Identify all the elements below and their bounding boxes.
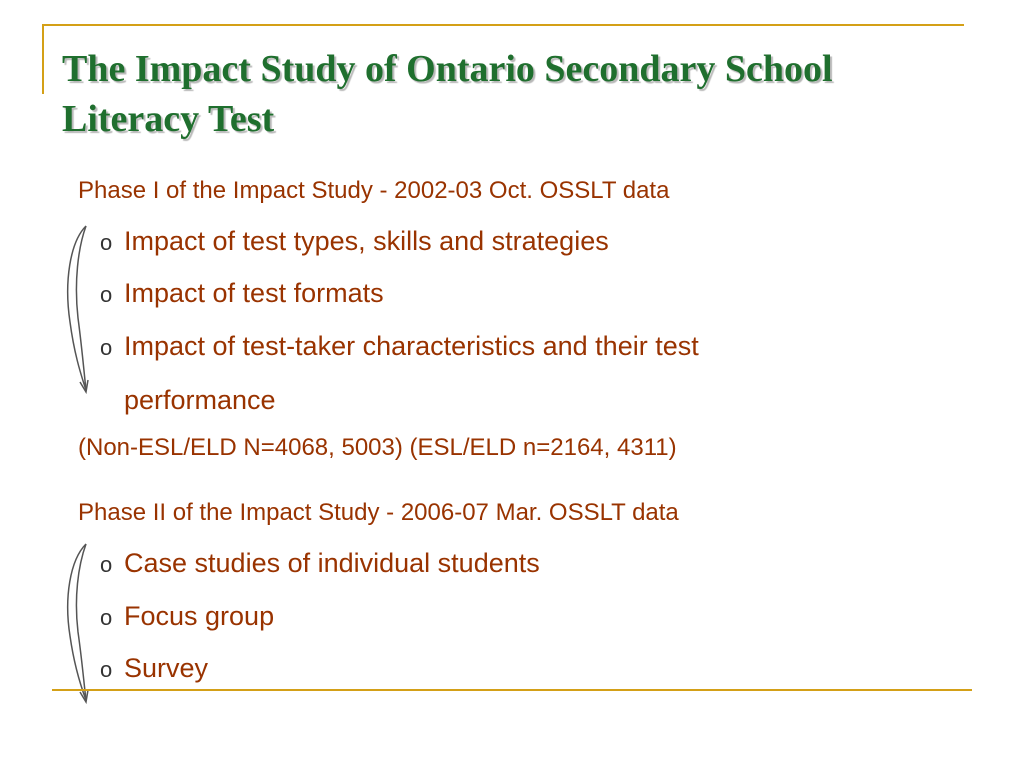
bullet-mark: o xyxy=(100,282,113,307)
curved-brace-arrow-icon xyxy=(56,540,96,705)
bullet-mark: o xyxy=(100,335,113,360)
slide-title: The Impact Study of Ontario Secondary School Literacy Test xyxy=(62,48,833,140)
bullet-text: Impact of test-taker characteristics and their test xyxy=(124,331,699,361)
bottom-frame-line xyxy=(52,689,972,691)
phase1-heading: Phase I of the Impact Study - 2002-03 Oct. OSSLT data xyxy=(78,177,670,204)
bullet-text: Impact of test types, skills and strategies xyxy=(124,226,609,256)
bullet-mark: o xyxy=(100,230,113,255)
phase1-bullet-1 xyxy=(100,215,609,269)
bullet-text: Survey xyxy=(124,653,209,683)
phase1-sample-note: (Non-ESL/ELD N=4068, 5003) (ESL/ELD n=2164, 4311) xyxy=(78,434,677,461)
bullet-text: Focus group xyxy=(124,601,275,631)
phase2-bullet-2 xyxy=(100,590,274,644)
bullet-mark: o xyxy=(100,552,113,577)
phase2-bullet-1 xyxy=(100,537,540,591)
phase1-bullet-3 xyxy=(100,320,699,426)
left-frame-line xyxy=(42,24,44,94)
bullet-mark: o xyxy=(100,657,113,682)
phase2-bullet-3 xyxy=(100,642,208,696)
top-frame-line xyxy=(42,24,964,26)
bullet-continuation: performance xyxy=(124,385,276,415)
phase1-bullet-2 xyxy=(100,267,384,321)
bullet-text: Case studies of individual students xyxy=(124,548,540,578)
bullet-mark: o xyxy=(100,605,113,630)
phase2-heading: Phase II of the Impact Study - 2006-07 Mar. OSSLT data xyxy=(78,499,679,526)
bullet-text: Impact of test formats xyxy=(124,278,384,308)
curved-brace-arrow-icon xyxy=(56,222,96,394)
